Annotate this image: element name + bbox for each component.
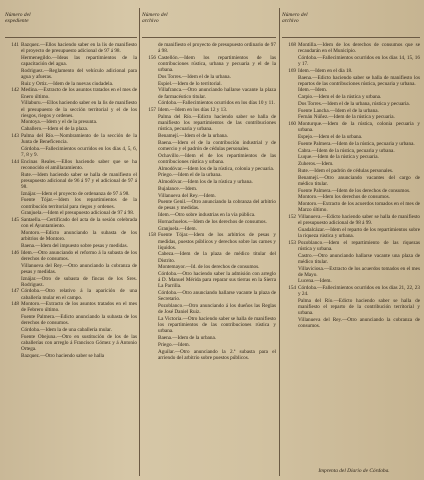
entry-text: Córdoba.—Fallecimientos ocurridos en los días 14, 15, 16 y 17. <box>298 54 420 68</box>
index-entry <box>5 301 137 313</box>
entry-number <box>282 253 298 265</box>
index-entry <box>142 219 276 225</box>
entry-number: 169 <box>288 67 296 74</box>
index-entry <box>282 42 420 54</box>
index-entry <box>5 353 137 359</box>
index-entry <box>142 349 276 361</box>
entry-number <box>5 100 21 118</box>
entry-text: Dos Torres.—Idem el de la urbana. <box>158 73 231 80</box>
entry-text: Palma del Río.—Nombramiento de la sección de la Junta de Beneficencia. <box>21 132 137 146</box>
entry-number: 158 <box>148 232 156 239</box>
entry-text: Hornachuelos.—Idem de los derechos de consumos. <box>158 218 267 225</box>
entries-list <box>142 42 276 361</box>
entry-text: Villafranca.—Otro anunciando hallarse vacante la plaza de farmacéutico titular. <box>158 87 276 100</box>
entry-text: Fuente Tójar.—Idem los repartimientos de la contribución territorial para riegos y ordenes. <box>21 197 137 210</box>
header-number-label: Número del expediente <box>5 12 31 24</box>
index-entry <box>282 134 420 140</box>
entry-text: Espejo.—Idem el de la urbana. <box>298 134 363 141</box>
entry-number <box>142 349 158 361</box>
index-entry <box>282 55 420 67</box>
index-entry <box>5 159 137 171</box>
entry-number: 156 <box>148 54 156 61</box>
entry-text: Benamejí.—Idem el de la urbana. <box>158 132 229 139</box>
entry-number <box>282 94 298 100</box>
index-entry <box>282 188 420 194</box>
entry-text: Baena.—Idem el de la contribución industrial y de comercio y el padrón de cédulas personales. <box>158 139 276 152</box>
index-entry <box>142 55 276 73</box>
entry-number <box>5 81 21 87</box>
header-number-label: Número del archivo <box>142 12 168 24</box>
entry-number <box>5 172 21 190</box>
entry-number <box>142 81 158 87</box>
index-entry <box>142 232 276 250</box>
entry-number <box>142 335 158 341</box>
index-column-3 <box>282 12 420 474</box>
entry-number <box>5 119 21 125</box>
entry-text: Idem.—Otro sobre industrias en la vía pública. <box>158 212 256 219</box>
entry-text: Lucena.—Idem. <box>298 278 332 285</box>
entry-number <box>282 87 298 93</box>
index-entry <box>5 314 137 326</box>
entry-number <box>142 87 158 99</box>
index-entry <box>282 87 420 93</box>
entry-text: Villaburu.—Ellos haciendo saber en la lis de manifiesto el presupuesto de la sección territorial y el de los riesgos, riegos y ordenes. <box>21 100 137 119</box>
entry-number <box>142 219 158 225</box>
entry-number <box>142 264 158 270</box>
entry-number <box>142 74 158 80</box>
index-entry <box>282 101 420 107</box>
entry-number <box>282 141 298 147</box>
entry-text: Idem.—Idem en el día 18. <box>298 67 353 74</box>
index-entry <box>5 327 137 333</box>
column-header <box>142 12 276 38</box>
entry-number: 152 <box>288 213 296 220</box>
entry-number: 146 <box>11 249 19 256</box>
index-entry <box>5 191 137 197</box>
entry-number <box>282 298 298 316</box>
index-entry <box>5 276 137 288</box>
header-entry-label <box>172 12 276 34</box>
index-entry <box>5 288 137 300</box>
index-entry <box>5 250 137 262</box>
entry-text: Villanueva del Rey.—Otro anunciando la cobranza de consumos. <box>298 317 420 330</box>
entry-text: Fuente Tójar.—Idem de los arbitrios de pesas y medidas, puestos públicos y derechos sobre las carnes y líquidos. <box>158 232 276 251</box>
index-entry <box>5 197 137 209</box>
index-entry <box>142 42 276 54</box>
index-entry <box>282 278 420 284</box>
entry-text: Ruiz y Ortiz.—Idem de la nuevas ciudadela. <box>21 80 114 87</box>
entry-text: Montemayor.—Id. de los derechos de consumos. <box>158 264 260 271</box>
entry-text: Caballero.—Idem el de la plaza. <box>21 126 89 133</box>
index-entry <box>282 108 420 114</box>
index-entry <box>142 264 276 270</box>
entry-text: Bujalance.—Idem. <box>158 185 198 192</box>
entry-number <box>5 146 21 158</box>
entry-text: Ochavillo.—Idem el de los repartimientos de las contribuciones rústica y urbana. <box>158 152 276 165</box>
index-entry <box>5 55 137 67</box>
entry-number <box>142 251 158 263</box>
entry-number <box>5 327 21 333</box>
entry-number <box>142 100 158 106</box>
imprint-line: Imprenta del Diario de Córdoba. <box>318 468 390 474</box>
entry-text: Pozoblanco.—Otro anunciando á los dueños las Reglas de José Daniel Ruiz. <box>158 303 276 316</box>
entry-number: 141 <box>11 42 19 48</box>
entry-text: Córdoba.—Fallecimientos ocurridos en los días 4, 5, 6, 7, 8 y 9. <box>21 145 137 158</box>
entry-text: Montilla.—Idem de los derechos de consumos que se recaudarán en el Municipio. <box>298 42 420 55</box>
entry-number: 144 <box>11 158 19 165</box>
index-entry <box>282 214 420 226</box>
column-header <box>5 12 137 38</box>
entry-number <box>282 227 298 239</box>
entry-text: Iznájar.—Otro de subasta de fincas de los Sres. Rodriguez. <box>21 275 137 288</box>
entry-number <box>142 153 158 165</box>
index-entry <box>282 148 420 154</box>
entry-number: 143 <box>11 132 19 139</box>
entry-text: Cabra.—Idem de la rústica, pecuaria y urbana. <box>298 147 395 154</box>
entry-number <box>5 68 21 80</box>
column-divider <box>279 8 280 476</box>
index-entry <box>142 107 276 113</box>
entry-text: Idem.—Idem en los días 12 y 13. <box>158 107 228 114</box>
column-divider <box>139 8 140 476</box>
entry-text: Granjuela.—Idem el presupuesto adicional de 97 á 98. <box>21 210 135 217</box>
index-entry <box>282 298 420 316</box>
index-entry <box>142 290 276 302</box>
entry-number <box>282 188 298 194</box>
index-entry <box>282 121 420 133</box>
entry-number <box>5 243 21 249</box>
entry-number <box>282 148 298 154</box>
entry-number <box>282 114 298 120</box>
entry-text: Palma del Río.—Edicto haciendo saber se halla de manifiesto el reparto de la contribución territorial y urbana. <box>298 298 420 317</box>
entry-text: Rute.—Idem haciendo saber se halla de manifiesto el presupuesto adicional de 96 á 97 y el adicional de 97 á 98. <box>21 171 137 190</box>
entry-number <box>282 266 298 278</box>
index-entry <box>5 263 137 275</box>
index-entry <box>5 68 137 80</box>
index-entry <box>282 154 420 160</box>
index-entry <box>5 119 137 125</box>
header-entry-label <box>35 12 137 34</box>
entry-text: Baena.—Edicto haciendo saber se halla de manifiesto los repartos de las contribuciones rústica, pecuaria y urbana. <box>298 74 420 87</box>
entry-text: Carpio.—Idem el de la rústica y urbana. <box>298 94 382 101</box>
entry-number <box>282 175 298 187</box>
entry-number <box>282 161 298 167</box>
entry-number <box>5 55 21 67</box>
index-entry <box>142 133 276 139</box>
entry-text: Benamejí.—Otro anunciando vacantes del cargo de médico titular. <box>298 174 420 187</box>
index-entry <box>282 75 420 87</box>
index-entry <box>142 172 276 178</box>
entry-text: Córdoba.—Fallecimientos ocurridos en los días 21, 22, 23 y 24. <box>298 285 420 298</box>
entry-number: 145 <box>11 217 19 224</box>
entry-number <box>142 133 158 139</box>
entry-number <box>142 140 158 152</box>
entry-number <box>142 303 158 315</box>
index-entry <box>5 217 137 229</box>
entry-text: Hermenegildo.—Ideas las repartimientos de la capacitación del agua. <box>21 54 137 68</box>
entry-text: Villanueva.—Edicto haciendo saber se halla de manifiesto el presupuesto adicional de 98 á 99. <box>298 213 420 227</box>
entry-text: de manifiesto el proyecto de presupuesto ordinario de 97 á 98. <box>158 42 276 55</box>
entry-text: Córdoba.—Otro haciendo saber la admisión con arreglo á D. Manuel Mérida para reparar sus tierras en la Sierra La Parrilla. <box>158 271 276 290</box>
header-entry-label <box>312 12 420 34</box>
index-entry <box>5 133 137 145</box>
entry-number <box>5 210 21 216</box>
entry-text: Baena.—Idem del impuesto sobre pesas y medidas. <box>21 242 128 249</box>
index-entry <box>5 243 137 249</box>
index-entry <box>5 334 137 352</box>
entry-number <box>142 271 158 289</box>
index-entry <box>5 87 137 99</box>
index-entry <box>142 153 276 165</box>
entry-number <box>142 114 158 132</box>
index-entry <box>282 317 420 329</box>
entries-list <box>282 42 420 330</box>
index-entry <box>142 179 276 185</box>
entry-text: Montoro.—Edicto anunciando la subasta de los arbitrios de Montoro. <box>21 230 137 243</box>
index-entry <box>5 146 137 158</box>
entry-text: Montoro.—Idem los derechos de consumos. <box>298 194 390 201</box>
entry-number: 153 <box>288 239 296 246</box>
entry-text: Rute.—Idem el padrón de cédulas personales. <box>298 167 394 174</box>
entry-number <box>142 199 158 211</box>
entry-text: Granjuela.—Idem. <box>158 225 197 232</box>
entry-number <box>142 42 158 54</box>
entry-text: Córdoba.—Fallecimientos ocurridos en los días 10 y 11. <box>158 100 275 107</box>
entry-number <box>282 194 298 200</box>
entry-text: Fuente Palmera.—Idem de los derechos de consumos. <box>298 187 411 194</box>
entry-number <box>142 212 158 218</box>
index-entry <box>142 342 276 348</box>
entry-number <box>282 278 298 284</box>
entry-number <box>142 179 158 185</box>
index-entry <box>5 210 137 216</box>
index-entry <box>142 81 276 87</box>
entry-text: Almodóvar.—Idem los de la rústica y urbana. <box>158 179 253 185</box>
entry-text: Villanueva del Rey.—Idem. <box>158 192 216 199</box>
entry-text: Monturque.—Idem de la rústica, colonia pecuaria y urbana. <box>298 121 420 134</box>
index-entry <box>142 186 276 192</box>
entry-text: Medina.—Extracto de los asuntos tratados en el mes de Enero último. <box>21 87 137 100</box>
index-entry <box>142 140 276 152</box>
index-entry <box>282 240 420 252</box>
index-entry <box>142 316 276 334</box>
index-entry <box>282 168 420 174</box>
index-column-1 <box>5 12 137 474</box>
entry-text: Luque.—Idem de la rústica y pecuaria. <box>298 154 379 161</box>
entry-text: Castellón.—Idem los repartimientos de las contribuciones rústica, urbana y pecuaria y el de la urbana. <box>158 54 276 74</box>
entry-text: Fuente Palmera.—Idem de la rústica, pecuaria y urbana. <box>298 140 415 147</box>
index-entry <box>282 161 420 167</box>
entry-number <box>282 55 298 67</box>
entry-text: Priego.—Idem el de la urbana. <box>158 172 222 179</box>
index-entry <box>142 251 276 263</box>
entry-number: 160 <box>288 121 296 128</box>
entry-number <box>142 172 158 178</box>
index-entry <box>142 271 276 289</box>
index-entry <box>5 42 137 54</box>
entry-text: Villaviciosa.—Extracto de los acuerdos tomados en el mes de Mayo. <box>298 265 420 278</box>
index-entry <box>282 68 420 74</box>
entry-text: Bazquez.—Ellos haciendo saber en la lis de manifiesto el proyecto de presupuesto adicional de 97 á 98. <box>21 42 137 55</box>
entry-number <box>5 263 21 275</box>
index-entry <box>282 266 420 278</box>
entry-number <box>142 290 158 302</box>
entry-text: Fuente Obejuna.—Otro en sustitución de los de las caballerías con arreglo á Francisco Gómez y á Antonio Ortega. <box>21 333 137 353</box>
entry-number: 154 <box>288 285 296 292</box>
index-entry <box>142 303 276 315</box>
entry-number: 147 <box>11 288 19 295</box>
index-entry <box>282 227 420 239</box>
entry-number <box>5 191 21 197</box>
index-entry <box>142 226 276 232</box>
index-entry <box>282 194 420 200</box>
entry-number <box>5 276 21 288</box>
entry-text: Pozoblanco.—Idem el repartimiento de las riquezas rústica y urbana. <box>298 239 420 252</box>
entry-number <box>142 186 158 192</box>
index-column-2 <box>142 12 276 474</box>
entries-list <box>5 42 137 359</box>
entry-number: 148 <box>11 301 19 308</box>
entry-number <box>282 134 298 140</box>
entry-number <box>142 226 158 232</box>
index-entry <box>142 212 276 218</box>
entry-number <box>142 342 158 348</box>
entry-number <box>5 314 21 326</box>
entry-text: Villanueva del Rey.—Otro anunciando la cobranza de pesas y medidas. <box>21 262 137 275</box>
column-header <box>282 12 420 38</box>
entry-text: Guadalcázar.—Idem el reparto de los repartimientos sobre la riqueza rústica y urbana. <box>298 226 420 239</box>
entry-text: Baena.—Idem de la urbana. <box>158 335 217 342</box>
entry-text: Zuheros.—Idem. <box>298 161 334 168</box>
entry-text: Fernán Núñez.—Idem de la rústica y pecuaria. <box>298 114 395 121</box>
index-entry <box>5 81 137 87</box>
index-entry <box>5 230 137 242</box>
header-number-label: Número del archivo <box>282 12 308 24</box>
entry-text: Iznájar.—Idem el proyecto de ordenanza de 97 á 98. <box>21 190 130 197</box>
index-entry <box>142 166 276 172</box>
entry-text: Cabeza.—Idem de la plaza de médico titular del Distrito. <box>158 251 276 264</box>
index-entry <box>142 114 276 132</box>
index-entry <box>5 126 137 132</box>
index-entry <box>282 141 420 147</box>
entry-number <box>142 316 158 334</box>
entry-text: Idem.—Otro anunciando el reformo á la subasta de los derechos de consumos. <box>21 249 137 262</box>
index-entry <box>142 87 276 99</box>
entry-text: Espiel.—Idem de lo territorial. <box>158 80 222 87</box>
entry-number <box>142 193 158 199</box>
entry-number <box>282 317 298 329</box>
entry-text: Aguilar.—Otro anunciando la 2.ª subasta para el arriendo del arbitrio sobre puestos públicos. <box>158 348 276 361</box>
index-entry <box>5 100 137 118</box>
index-entry <box>282 201 420 213</box>
entry-text: Córdoba.—Idem la de una caballería mular. <box>21 327 112 334</box>
entry-number <box>142 166 158 172</box>
entry-number <box>5 230 21 242</box>
index-entry <box>282 114 420 120</box>
index-entry <box>282 175 420 187</box>
entry-text: Almodóvar.—Idem los de la rústica, colonia y pecuaria. <box>158 165 275 172</box>
entry-text: Encinas Reales.—Ellos haciendo saber que se ha reconocido el amillaramiento. <box>21 158 137 171</box>
entry-number: 142 <box>11 87 19 94</box>
index-entry <box>142 199 276 211</box>
entry-number <box>5 334 21 352</box>
entry-text: Idem.—Idem. <box>298 87 328 94</box>
entry-text: Fuente Lancha.—Idem el de la urbana. <box>298 107 379 114</box>
entry-number <box>282 154 298 160</box>
entry-text: La Victoria.—Otro haciendo saber se halla de manifiesto los repartimientos de las contribuciones rústica y urbana. <box>158 316 276 335</box>
entry-text: Castro.—Otro anunciando hallarse vacante una plaza de médico titular. <box>298 252 420 265</box>
entry-text: Montoro.—Extracto de los asuntos tratados en el mes de Febrero último. <box>21 301 137 314</box>
entry-text: Montoya.—Idem y el de la presunta. <box>21 119 98 126</box>
entry-text: Priego.—Idem. <box>158 341 190 348</box>
entry-text: Puente Genil.—Otro anunciando la cobranza del arbitrio de pesas y medidas. <box>158 199 276 212</box>
entry-text: Rodriguez.—Reglamento del vehículo adicional para agua y afueras. <box>21 67 137 80</box>
entry-text: Montoro.—Extracto de los acuerdos tomados en el mes de Marzo último. <box>298 201 420 214</box>
entry-number <box>282 101 298 107</box>
index-entry <box>142 193 276 199</box>
index-entry <box>282 94 420 100</box>
entry-number <box>5 353 21 359</box>
index-entry <box>142 100 276 106</box>
entry-text: Córdoba.—Otro anunciando hallarse vacante la plaza de Secretario. <box>158 290 276 303</box>
entry-number <box>282 108 298 114</box>
entry-text: Bazquez.—Otro haciendo saber se halla <box>21 352 105 359</box>
entry-number: 168 <box>288 42 296 48</box>
entry-number <box>282 201 298 213</box>
entry-text: Dos Torres.—Idem el de la urbana, rústica y pecuaria. <box>298 100 411 107</box>
index-entry <box>142 335 276 341</box>
entry-text: Palma del Río.—Edicto haciendo saber se halla de manifiesto los repartimientos de las contribuciones rústica, pecuaria y urbana. <box>158 113 276 133</box>
entry-number <box>5 197 21 209</box>
index-entry <box>282 253 420 265</box>
entry-number <box>282 75 298 87</box>
entry-text: Córdoba.—Otro relativo á la aparición de una caballería mular en el campo. <box>21 288 137 301</box>
index-entry <box>5 172 137 190</box>
index-entry <box>142 74 276 80</box>
entry-number: 157 <box>148 107 156 114</box>
entry-text: Fuente Palmera.—Edicto anunciando la subasta de los derechos de consumos. <box>21 314 137 327</box>
entry-number <box>5 126 21 132</box>
index-entry <box>282 285 420 297</box>
entry-text: Santaella.—Certificado del acta de la sesión celebrada con el Ayuntamiento. <box>21 217 137 230</box>
entry-number <box>282 168 298 174</box>
